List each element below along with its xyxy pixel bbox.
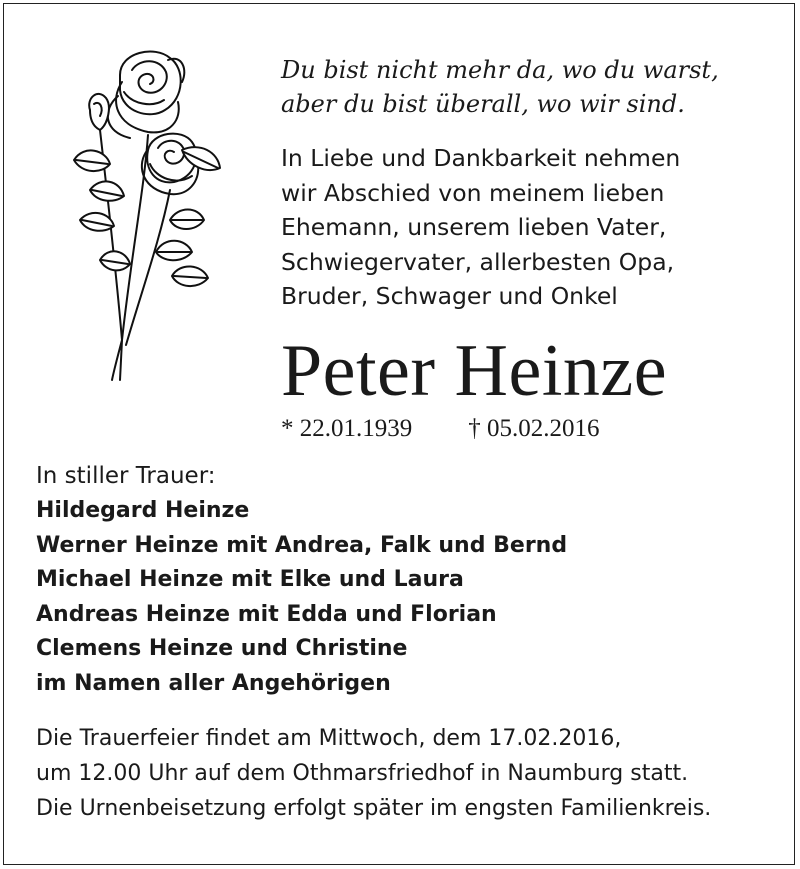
funeral-line: Die Urnenbeisetzung erfolgt später im engsten Familienkreis. <box>36 796 712 821</box>
mourner-name: Andreas Heinze mit Edda und Florian <box>36 601 497 627</box>
mourners-list <box>36 494 567 701</box>
funeral-info <box>36 721 711 826</box>
rose-icon <box>60 40 240 385</box>
mourner-name: im Namen aller Angehörigen <box>36 670 391 696</box>
death-date: † 05.02.2016 <box>468 415 600 442</box>
mourner-name: Michael Heinze mit Elke und Laura <box>36 567 464 592</box>
funeral-line: um 12.00 Uhr auf dem Othmarsfriedhof in Naumburg statt. <box>36 761 689 786</box>
quote <box>281 53 719 121</box>
funeral-line: Die Trauerfeier findet am Mittwoch, dem 17.02.2016, <box>36 726 622 751</box>
intro-line: Bruder, Schwager und Onkel <box>281 282 618 310</box>
mourners-label: In stiller Trauer: <box>36 463 216 489</box>
quote-line: aber du bist überall, wo wir sind. <box>281 90 685 118</box>
life-dates <box>281 412 600 446</box>
mourner-name: Hildegard Heinze <box>36 498 250 523</box>
intro-text <box>281 141 680 314</box>
mourner-name: Clemens Heinze und Christine <box>36 636 408 661</box>
birth-date: * 22.01.1939 <box>281 415 413 442</box>
intro-line: Ehemann, unserem lieben Vater, <box>281 213 667 241</box>
mourner-name: Werner Heinze mit Andrea, Falk und Bernd <box>36 532 568 558</box>
quote-line: Du bist nicht mehr da, wo du warst, <box>281 56 719 84</box>
deceased-name: Peter Heinze <box>281 330 668 412</box>
intro-line: In Liebe und Dankbarkeit nehmen <box>281 144 681 172</box>
intro-line: wir Abschied von meinem lieben <box>281 178 665 207</box>
intro-line: Schwiegervater, allerbesten Opa, <box>281 247 675 276</box>
